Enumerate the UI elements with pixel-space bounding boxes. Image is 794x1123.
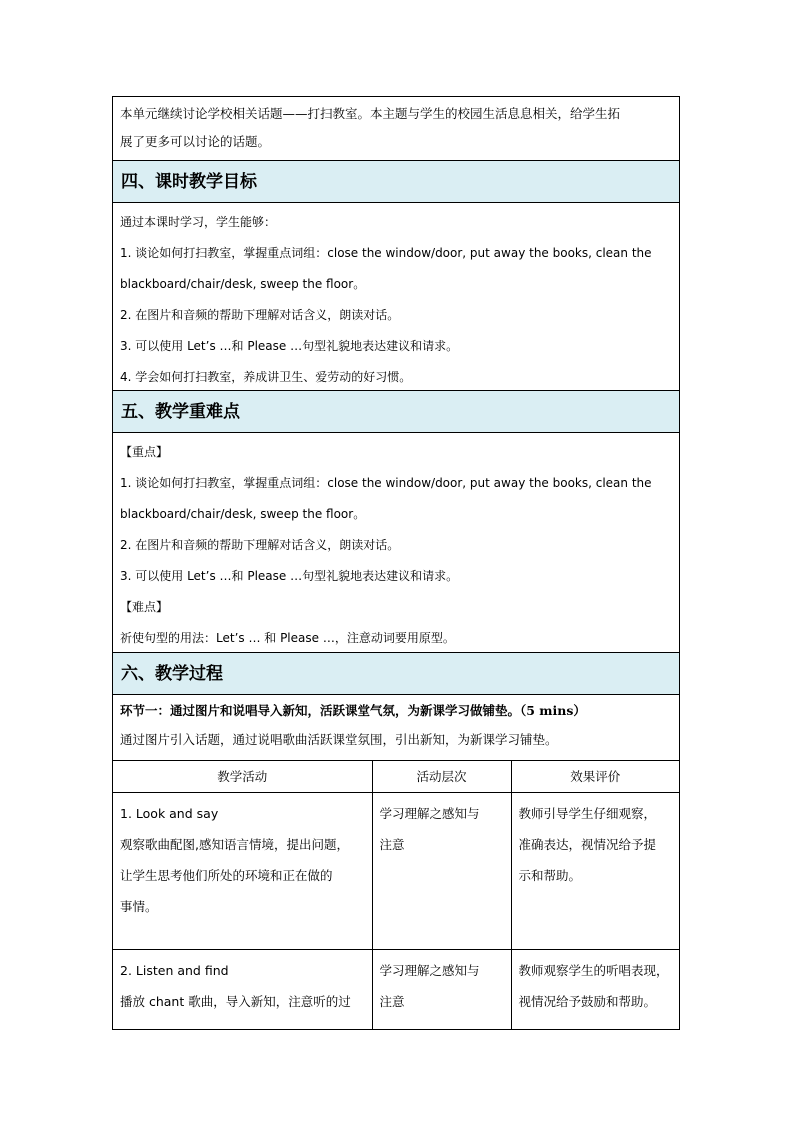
- objectives-line: 2. 在图片和音频的帮助下理解对话含义，朗读对话。: [120, 308, 400, 322]
- objectives-line: 通过本课时学习，学生能够：: [120, 215, 277, 229]
- table-row: [113, 949, 679, 1029]
- column-header: 效果评价: [511, 761, 679, 792]
- column-header: 教学活动: [113, 761, 372, 792]
- objectives-line: 3. 可以使用 Let’s …和 Please …句型礼貌地表达建议和请求。: [120, 339, 459, 353]
- key-points-line: 2. 在图片和音频的帮助下理解对话含义，朗读对话。: [120, 538, 400, 552]
- key-points-line: 3. 可以使用 Let’s …和 Please …句型礼貌地表达建议和请求。: [120, 569, 459, 583]
- column-header: 活动层次: [372, 761, 511, 792]
- key-points-line: 1. 谈论如何打扫教室，掌握重点词组：close the window/door, put away the books, clean the: [120, 476, 652, 490]
- section-heading-key-points: 五、教学重难点: [113, 391, 679, 433]
- evaluation-cell: 教师引导学生仔细观察， 准确表达，视情况给予提 示和帮助。: [511, 792, 679, 949]
- section-heading-process: 六、教学过程: [113, 653, 679, 695]
- objectives-line: blackboard/chair/desk, sweep the floor。: [120, 277, 366, 291]
- key-points-line: 祈使句型的用法：Let’s … 和 Please …，注意动词要用原型。: [120, 631, 455, 645]
- evaluation-cell: 教师观察学生的听唱表现， 视情况给予鼓励和帮助。: [518, 962, 669, 1009]
- unit-intro-text: 本单元继续讨论学校相关话题——打扫教室。本主题与学生的校园生活息息相关，给学生拓 展了更多可以讨论的话题。: [113, 97, 679, 161]
- table-row: [113, 792, 679, 949]
- step-title: 环节一：通过图片和说唱导入新知，活跃课堂气氛，为新课学习做铺垫。（5 mins）: [120, 703, 586, 718]
- key-points-line: blackboard/chair/desk, sweep the floor。: [120, 507, 366, 521]
- objectives-line: 1. 谈论如何打扫教室，掌握重点词组：close the window/door, put away the books, clean the: [120, 246, 652, 260]
- lesson-plan-frame: [112, 96, 680, 1030]
- objectives-content: [113, 203, 679, 391]
- level-cell: 学习理解之感知与 注意: [372, 792, 511, 949]
- section-heading-objectives: 四、课时教学目标: [113, 161, 679, 203]
- step-description: 通过图片引入话题，通过说唱歌曲活跃课堂氛围，引出新知，为新课学习铺垫。: [120, 732, 558, 747]
- activity-table: [113, 761, 679, 1029]
- process-step-intro: [113, 695, 679, 761]
- key-points-content: [113, 433, 679, 653]
- activity-cell: 2. Listen and find 播放 chant 歌曲，导入新知，注意听的过: [113, 949, 372, 1029]
- objectives-line: 4. 学会如何打扫教室，养成讲卫生、爱劳动的好习惯。: [120, 370, 412, 384]
- key-points-line: 【难点】: [120, 600, 169, 614]
- table-header-row: [113, 761, 679, 792]
- activity-cell: 1. Look and say 观察歌曲配图,感知语言情境，提出问题， 让学生思考他们所处的环境和正在做的 事情。: [113, 792, 372, 949]
- level-cell: 学习理解之感知与 注意: [372, 949, 511, 1029]
- key-points-line: 【重点】: [120, 445, 169, 459]
